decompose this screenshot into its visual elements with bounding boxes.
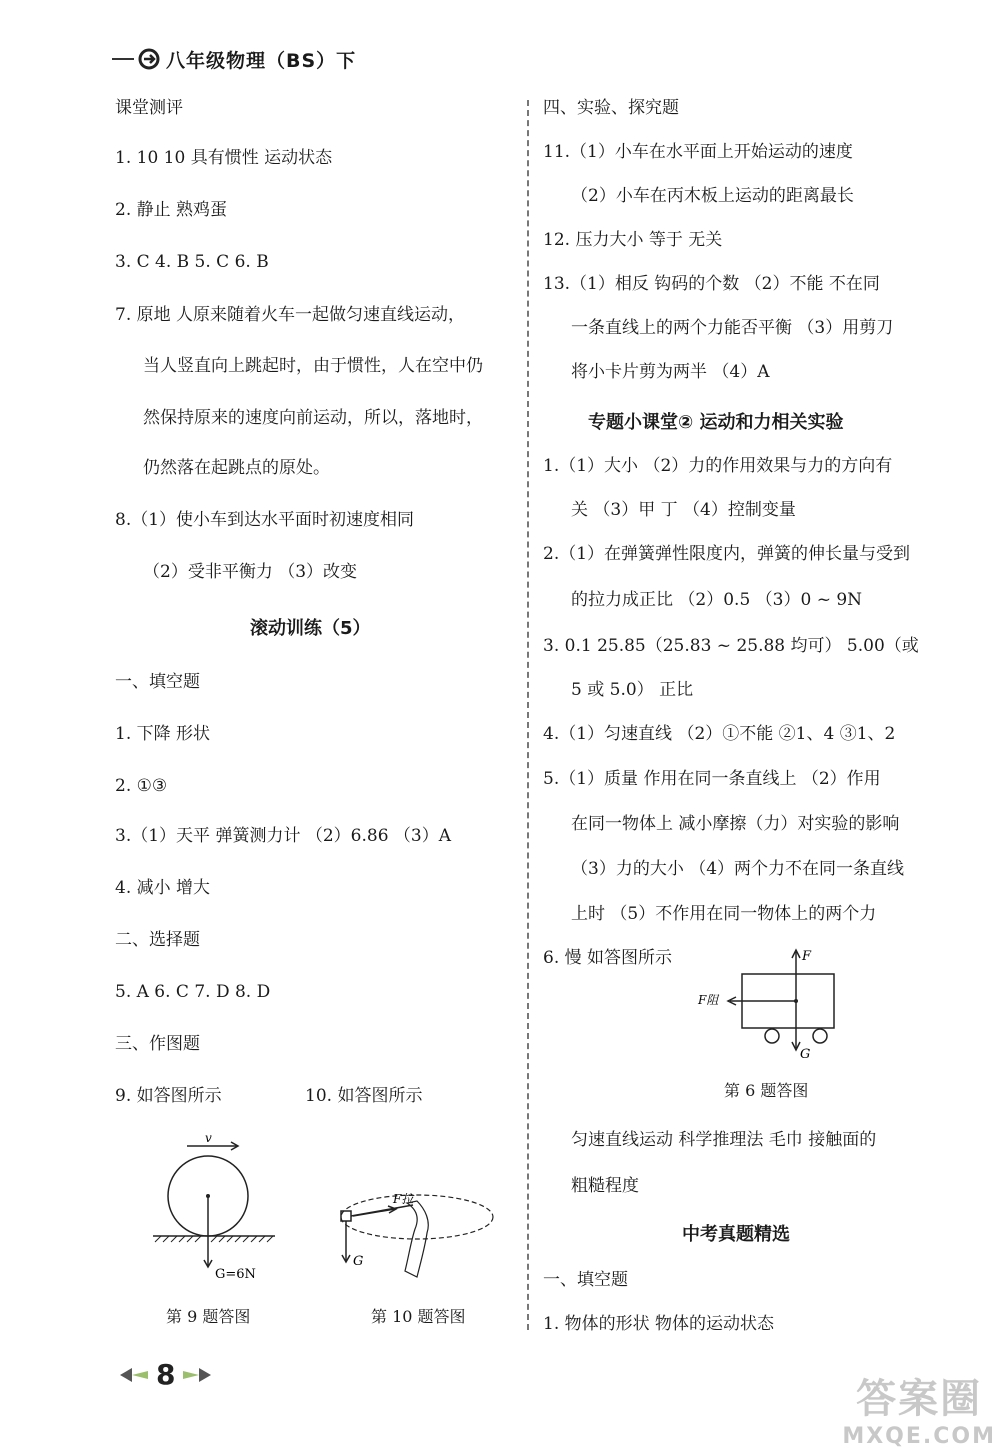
book-logo-icon xyxy=(138,48,160,70)
answer-line: 7. 原地 人原来随着火车一起做匀速直线运动， xyxy=(115,305,466,325)
gravity-label: G xyxy=(800,1047,811,1062)
answer-line: 2. 静止 熟鸡蛋 xyxy=(115,200,228,220)
answer-line: 粗糙程度 xyxy=(571,1176,639,1196)
answer-line: 关 （3）甲 丁 （4）控制变量 xyxy=(571,500,796,520)
answer-line: 一条直线上的两个力能否平衡 （3）用剪刀 xyxy=(571,318,894,338)
answer-line: 匀速直线运动 科学推理法 毛巾 接触面的 xyxy=(571,1130,877,1150)
section-title-experiment: 四、实验、探究题 xyxy=(543,98,679,118)
section-title-fill: 一、填空题 xyxy=(115,672,200,692)
header-title: 八年级物理（BS）下 xyxy=(166,49,357,72)
section-title-class-test: 课堂测评 xyxy=(115,98,183,118)
watermark-top-text: 答案圈 xyxy=(856,1376,983,1422)
figure-10-circular-motion-diagram xyxy=(335,1185,500,1285)
answer-line: 6. 慢 如答图所示 xyxy=(543,948,673,968)
heading-exam-selection: 中考真题精选 xyxy=(682,1224,790,1245)
left-arrow-ornament-icon xyxy=(118,1366,150,1384)
answer-line: 11.（1）小车在水平面上开始运动的速度 xyxy=(543,142,853,162)
answer-line: 13.（1）相反 钩码的个数 （2）不能 不在同 xyxy=(543,274,880,294)
figure-10-caption: 第 10 题答图 xyxy=(371,1307,466,1326)
page-number-value: 8 xyxy=(156,1358,176,1391)
cart-wheel-left xyxy=(765,1029,779,1043)
section-title-drawing: 三、作图题 xyxy=(115,1034,200,1054)
answer-line: 1. 下降 形状 xyxy=(115,724,211,744)
answer-line: 仍然落在起跳点的原处。 xyxy=(143,458,330,478)
answer-line: 1. 10 10 具有惯性 运动状态 xyxy=(115,148,333,168)
tension-label: F拉 xyxy=(393,1192,414,1206)
answer-line: 1. 物体的形状 物体的运动状态 xyxy=(543,1314,775,1334)
section-title-fill: 一、填空题 xyxy=(543,1270,628,1290)
answer-line: 4.（1）匀速直线 （2）①不能 ②1、4 ③1、2 xyxy=(543,724,896,744)
figure-6-cart-forces-diagram xyxy=(690,944,850,1062)
answer-line: 12. 压力大小 等于 无关 xyxy=(543,230,723,250)
answer-line: 3.（1）天平 弹簧测力计 （2）6.86 （3）A xyxy=(115,826,452,846)
figure-9-caption: 第 9 题答图 xyxy=(166,1307,251,1326)
answer-line: 的拉力成正比 （2）0.5 （3）0 ~ 9N xyxy=(571,590,863,610)
gravity-label: G=6N xyxy=(215,1267,256,1282)
answer-line: 8.（1）使小车到达水平面时初速度相同 xyxy=(115,510,415,530)
answer-line: 在同一物体上 减小摩擦（力）对实验的影响 xyxy=(571,814,900,834)
running-header xyxy=(112,42,356,76)
answer-line: 将小卡片剪为两半 （4）A xyxy=(571,362,770,382)
answer-line: 上时 （5）不作用在同一物体上的两个力 xyxy=(571,904,877,924)
heading-rolling-training: 滚动训练（5） xyxy=(250,618,371,639)
answer-line: 3. C 4. B 5. C 6. B xyxy=(115,252,269,272)
velocity-label: v xyxy=(205,1131,212,1145)
cart-wheel-right xyxy=(813,1029,827,1043)
watermark-bottom-text: MXQE.COM xyxy=(842,1424,996,1449)
figure-9-ball-diagram xyxy=(145,1130,275,1290)
force-f-label: F xyxy=(802,949,812,964)
tension-arrow xyxy=(353,1209,395,1216)
answer-line: （2）受非平衡力 （3）改变 xyxy=(143,562,358,582)
answer-line: 2.（1）在弹簧弹性限度内，弹簧的伸长量与受到 xyxy=(543,544,911,564)
header-dash xyxy=(112,58,134,60)
answer-line: 3. 0.1 25.85（25.83 ~ 25.88 均可） 5.00（或 xyxy=(543,636,919,656)
watermark xyxy=(842,1367,996,1449)
right-arrow-ornament-icon xyxy=(181,1366,213,1384)
column-separator xyxy=(527,100,529,1330)
heading-topic-class: 专题小课堂② 运动和力相关实验 xyxy=(588,412,844,433)
gravity-label: G xyxy=(353,1254,364,1269)
answer-line: 4. 减小 增大 xyxy=(115,878,211,898)
answer-line: 2. ①③ xyxy=(115,776,168,796)
answer-line: （2）小车在丙木板上运动的距离最长 xyxy=(571,186,854,206)
answer-line: 5. A 6. C 7. D 8. D xyxy=(115,982,271,1002)
figure-6-caption: 第 6 题答图 xyxy=(724,1081,809,1100)
answer-line: 当人竖直向上跳起时，由于惯性，人在空中仍 xyxy=(143,356,483,376)
friction-label: F阻 xyxy=(698,993,719,1007)
answer-line: 5 或 5.0） 正比 xyxy=(571,680,694,700)
section-title-choice: 二、选择题 xyxy=(115,930,200,950)
answer-line: 5.（1）质量 作用在同一条直线上 （2）作用 xyxy=(543,769,881,789)
page-number xyxy=(118,1358,213,1391)
answer-line: 10. 如答图所示 xyxy=(305,1086,423,1106)
answer-line: （3）力的大小 （4）两个力不在同一条直线 xyxy=(571,859,905,879)
answer-line: 9. 如答图所示 xyxy=(115,1086,222,1106)
answer-line: 1.（1）大小 （2）力的作用效果与力的方向有 xyxy=(543,456,893,476)
answer-line: 然保持原来的速度向前运动，所以，落地时， xyxy=(143,408,483,428)
